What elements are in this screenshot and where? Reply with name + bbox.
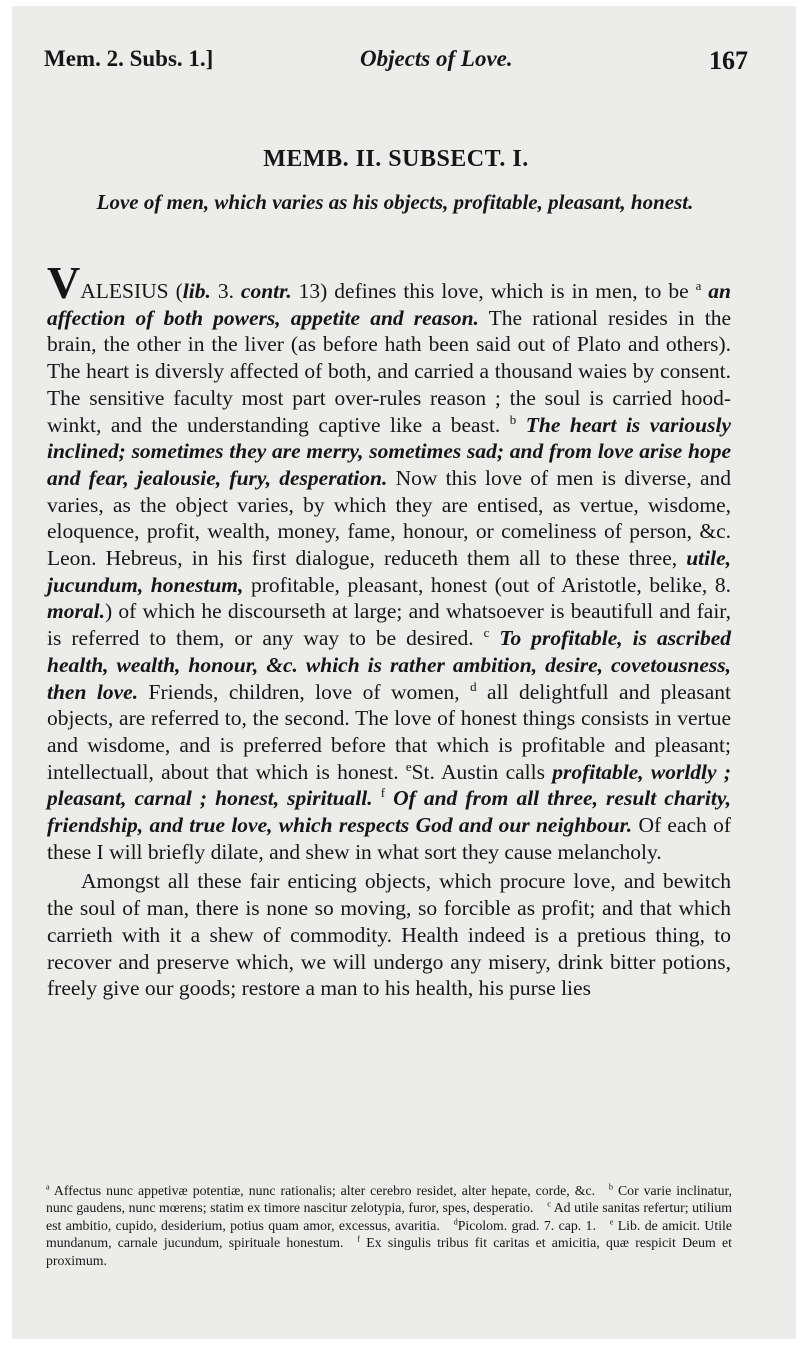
body-paragraph [47, 868, 731, 1002]
footnote-mark: c [547, 1199, 551, 1209]
footnote-text: Lib. de amicit. Utile mundanum, carnale jucundum, spirituale honestum. [46, 1217, 732, 1251]
footnote [46, 1183, 595, 1198]
footnote-mark: d [453, 1217, 458, 1227]
running-head [44, 46, 748, 82]
footnote-mark: e [609, 1217, 614, 1227]
body-text-run: ALESIUS ( [80, 279, 183, 303]
footnote-text: Ex singulis tribus fit caritas et amicitia, quæ respicit Deum et proximum. [46, 1235, 733, 1268]
body-text-run [373, 786, 381, 810]
italic-text: lib. [182, 279, 211, 303]
book-page [12, 6, 796, 1339]
body-text-run: Now this love of men is diverse, and varies, as the object varies, by which they are entised, as vertue, wisdome, eloquence, profit, wealth, money, fame, honour, or comeliness of person, &c. Leon. Hebreus, in his first dialogue, reduceth them all to these three, [47, 465, 732, 571]
section-subtitle: Love of men, which varies as his objects, profitable, pleasant, honest. [96, 190, 694, 214]
footnote-text: Cor varie inclinatur, nunc gaudens, nunc mœrens; statim ex timore nascitur zelotypia, furor, spes, desperatio. [46, 1183, 732, 1216]
footnote [454, 1218, 596, 1233]
footnote-text: Picolom. grad. 7. cap. 1. [457, 1217, 596, 1233]
running-head-section: Mem. 2. Subs. 1.] [44, 46, 214, 71]
footnote-marker: f [380, 786, 385, 801]
drop-cap: V [47, 257, 81, 308]
body-text [47, 257, 732, 1002]
page-number: 167 [709, 46, 748, 75]
italic-text: To profitable, is ascribed health, wealth, honour, &c. which is rather ambition, desire, covetousness, then love. [47, 626, 731, 704]
running-head-title: Objects of Love. [360, 46, 513, 71]
italic-text: an affection of both powers, appetite and reason. [47, 279, 732, 330]
footnote-mark: b [608, 1182, 613, 1192]
footnotes [46, 1182, 732, 1269]
body-text-run: The rational resides in the brain, the other in the liver (as before hath been said out of Plato and others). The heart is diversly affected of both, and carried a thousand waies by consent. The sensitive faculty most part over-rules reason ; the soul is carried hood-winkt, and the understanding captive like a beast. [47, 305, 731, 437]
italic-text: contr. [240, 279, 292, 303]
italic-text: Of and from all three, result charity, friendship, and true love, which respects God and our neighbour. [47, 786, 731, 838]
body-paragraph [47, 257, 732, 865]
body-text-run: 3. [210, 279, 241, 303]
body-text-run: profitable, pleasant, honest (out of Aristotle, belike, 8. [243, 572, 732, 597]
body-text-run: all delightfull and pleasant objects, are referred to, the second. The love of honest things consists in vertue and wisdome, and is preferred before that which is profitable and pleasant; intellectuall, about that which is honest. [47, 679, 731, 784]
italic-text: profitable, worldly ; pleasant, carnal ; honest, spirituall. [47, 759, 731, 811]
italic-text: moral. [47, 599, 105, 624]
footnote-marker: c [483, 625, 490, 640]
body-text-run: ) of which he discourseth at large; and whatsoever is beautifull and fair, is referred to them, or any way to be desired. [47, 599, 731, 651]
footnote-mark: f [357, 1234, 361, 1244]
italic-text: utile, jucundum, honestum, [47, 546, 731, 597]
footnote-marker: a [695, 278, 702, 293]
footnote-mark: a [46, 1182, 50, 1192]
footnote-marker: d [470, 679, 477, 694]
footnote-text: Ad utile sanitas refertur; utilium est ambitio, cupido, desiderium, potius quam amor, excessus, avaritia. [46, 1200, 732, 1233]
footnote-text: Affectus nunc appetivæ potentiæ, nunc rationalis; alter cerebro residet, alter hepate, corde, &c. [49, 1183, 596, 1198]
body-text-run: Of each of these I will briefly dilate, and shew in what sort they cause melancholy. [47, 813, 731, 864]
body-text-run: St. Austin calls [411, 759, 553, 784]
body-text-run: Amongst all these fair enticing objects, which procure love, and bewitch the soul of man, there is none so moving, so forcible as profit; and that which carrieth with it a shew of commodity. Health indeed is a pretious thing, to recover and preserve which, we will undergo any misery, drink bitter potions, freely give our goods; restore a man to his health, his purse lies [47, 869, 731, 1001]
body-text-run: Friends, children, love of women, [138, 679, 471, 704]
italic-text: The heart is variously inclined; sometimes they are merry, sometimes sad; and from love arise hope and fear, jealousie, fury, desperation. [47, 412, 731, 490]
body-text-run: 13) defines this love, which is in men, to be [291, 279, 696, 303]
footnote-marker: b [509, 412, 517, 427]
section-title: MEMB. II. SUBSECT. I. [263, 146, 529, 172]
footnote-marker: e [405, 759, 412, 774]
